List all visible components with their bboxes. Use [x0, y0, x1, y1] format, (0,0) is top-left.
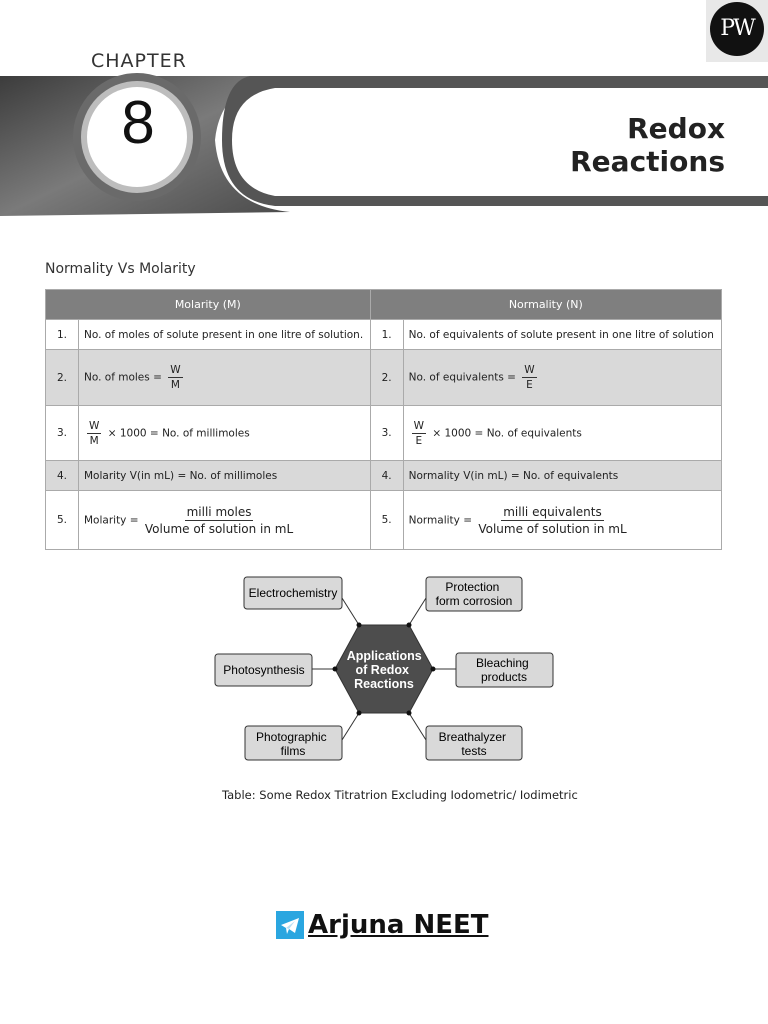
row-number: 2. [46, 350, 79, 406]
telegram-icon [276, 911, 304, 939]
table-caption [222, 788, 578, 802]
table-header-row [46, 290, 722, 320]
node-label: Breathalyzer [438, 730, 507, 744]
denominator: E [415, 434, 423, 447]
row-number: 4. [370, 461, 403, 491]
center-label-line: Reactions [354, 677, 414, 691]
table-row [46, 406, 722, 461]
fraction [168, 364, 182, 391]
center-label-line: of Redox [355, 663, 409, 677]
node-bleaching [456, 653, 553, 687]
formula-suffix: × 1000 = No. of equivalents [432, 427, 582, 439]
molarity-cell: No. of moles of solute present in one litre of solution. [79, 320, 371, 350]
chapter-header [0, 0, 768, 220]
svg-text:Protection form corrosio [436, 580, 513, 608]
node-photosynthesis [215, 654, 312, 686]
molarity-cell [79, 350, 371, 406]
section-title: Normality Vs Molarity [45, 261, 196, 277]
denominator: Volume of solution in mL [144, 521, 294, 536]
normality-cell [403, 406, 721, 461]
node-label: products [480, 670, 528, 684]
comparison-table [45, 289, 722, 550]
caption-label: Table: [222, 788, 256, 802]
pw-logo [706, 0, 768, 62]
molarity-cell [79, 491, 371, 550]
molarity-cell [79, 406, 371, 461]
node-label: Photosynthesis [223, 663, 305, 677]
node-label: Photographic [255, 730, 327, 744]
normality-cell: No. of equivalents of solute present in one litre of solution [403, 320, 721, 350]
caption-text: Some Redox Titratrion Excluding Iodometric/ Iodimetric [259, 788, 578, 802]
row-number: 5. [46, 491, 79, 550]
normality-cell [403, 491, 721, 550]
chapter-label: CHAPTER [91, 50, 187, 72]
numerator: W [413, 419, 425, 432]
denominator: M [89, 434, 99, 447]
chapter-title: Redox Reactions [570, 112, 725, 178]
node-label: Protection [445, 580, 500, 594]
numerator: milli equivalents [503, 504, 602, 519]
node-protection [426, 577, 522, 611]
normality-cell: Normality V(in mL) = No. of equivalents [403, 461, 721, 491]
center-label-line: Applications [346, 649, 422, 663]
row-number: 2. [370, 350, 403, 406]
row-number: 1. [370, 320, 403, 350]
fraction [412, 420, 426, 447]
node-label: tests [461, 744, 487, 758]
node-photographic [245, 726, 342, 760]
row-number: 5. [370, 491, 403, 550]
svg-text:Bleaching products [476, 656, 532, 684]
denominator: Volume of solution in mL [478, 521, 627, 536]
molarity-cell: Molarity V(in mL) = No. of millimoles [79, 461, 371, 491]
formula-prefix: Normality = [408, 514, 472, 526]
row-number: 3. [46, 406, 79, 461]
numerator: W [89, 419, 100, 432]
header-normality: Normality (N) [370, 290, 721, 320]
formula-prefix: No. of equivalents = [408, 371, 516, 384]
chapter-number: 8 [121, 89, 155, 156]
fraction [478, 505, 626, 536]
table-row [46, 320, 722, 350]
formula-prefix: No. of moles = [84, 371, 162, 384]
formula-suffix: × 1000 = No. of millimoles [107, 427, 250, 439]
row-number: 1. [46, 320, 79, 350]
table-row [46, 350, 722, 406]
fraction [145, 505, 293, 536]
node-breathalyzer [426, 726, 522, 760]
footer-text[interactable]: Arjuna NEET [308, 910, 489, 940]
logo-text: PW [720, 16, 754, 41]
row-number: 3. [370, 406, 403, 461]
node-label: Bleaching [475, 656, 529, 670]
denominator: E [526, 379, 533, 391]
row-number: 4. [46, 461, 79, 491]
normality-cell [403, 350, 721, 406]
numerator: W [170, 364, 181, 376]
fraction [522, 364, 536, 391]
node-label: Electrochemistry [248, 586, 338, 600]
denominator: M [170, 379, 180, 391]
node-electrochemistry [244, 577, 342, 609]
formula-prefix: Molarity = [84, 514, 139, 526]
footer-link[interactable] [276, 910, 489, 940]
table-row [46, 461, 722, 491]
node-label: form corrosion [435, 594, 513, 608]
node-label: films [280, 744, 306, 758]
numerator: W [524, 364, 535, 376]
header-molarity: Molarity (M) [46, 290, 371, 320]
table-row [46, 491, 722, 550]
fraction [87, 420, 101, 447]
applications-diagram [0, 570, 768, 810]
numerator: milli moles [186, 504, 252, 519]
